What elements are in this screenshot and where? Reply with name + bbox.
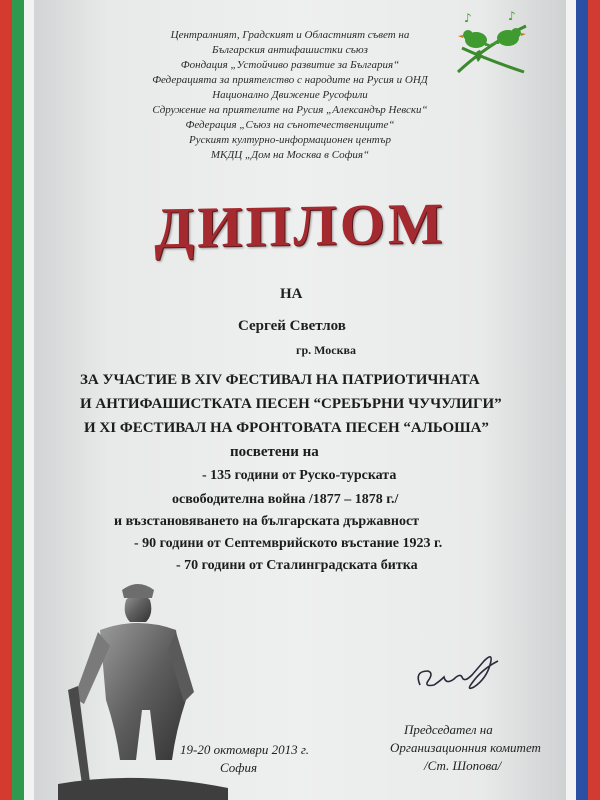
- organizer-line: МКДЦ „Дом на Москва в София“: [210, 149, 370, 161]
- body-line: - 90 години от Септемврийското въстание 1923 г.: [134, 536, 443, 551]
- organizers-list: [120, 28, 460, 163]
- recipient-name: Сергей Светлов: [238, 318, 346, 334]
- chair-title-line1: Председател на: [404, 722, 493, 737]
- organizer-line: Сдружение на приятелите на Русия „Александър Невски“: [152, 104, 428, 116]
- organizer-line: Федерацията за приятелство с народите на Русия и ОНД: [152, 74, 428, 86]
- organizer-line: Национално Движение Русофили: [212, 89, 368, 101]
- organizer-line: Руският културно-информационен център: [189, 134, 391, 146]
- body-line: ЗА УЧАСТИЕ В XIV ФЕСТИВАЛ НА ПАТРИОТИЧНАТА: [80, 372, 480, 388]
- flag-stripe-right-blue: [576, 0, 588, 800]
- flag-stripe-left-white: [24, 0, 34, 800]
- body-line: и възстановяването на българската държавност: [114, 514, 420, 529]
- event-place: София: [220, 760, 258, 775]
- body-line: И XI ФЕСТИВАЛ НА ФРОНТОВАТА ПЕСЕН “АЛЬОША”: [84, 420, 489, 436]
- organizer-line: Фондация „Устойчиво развитие за България“: [180, 59, 400, 71]
- organizer-line: Българския антифашистки съюз: [212, 44, 368, 56]
- signature-image: [410, 645, 520, 705]
- recipient-city: гр. Москва: [296, 343, 357, 357]
- body-line: - 70 години от Сталинградската битка: [176, 558, 418, 573]
- body-line: освободителна война /1877 – 1878 г./: [172, 492, 399, 507]
- organizer-line: Централният, Градският и Областният съвет на: [170, 29, 410, 41]
- svg-text:♪: ♪: [464, 11, 472, 25]
- svg-text:♪: ♪: [508, 9, 516, 23]
- flag-stripe-left-red: [0, 0, 12, 800]
- diploma-title: ДИПЛОМ: [154, 190, 446, 261]
- body-line: - 135 години от Руско-турската: [202, 468, 397, 483]
- soldier-monument-image: [38, 560, 238, 800]
- chair-name: /Ст. Шопова/: [424, 758, 502, 773]
- flag-stripe-left-green: [12, 0, 24, 800]
- birds-emblem-icon: [448, 8, 534, 84]
- recipient-prefix: НА: [280, 286, 303, 302]
- organizer-line: Федерация „Съюз на сънотечествениците“: [185, 119, 395, 131]
- chair-title-line2: Организационния комитет: [390, 740, 541, 755]
- body-line: посветени на: [230, 444, 319, 460]
- event-date: 19-20 октомври 2013 г.: [180, 742, 309, 757]
- body-line: И АНТИФАШИСТКАТА ПЕСЕН “СРЕБЪРНИ ЧУЧУЛИГИ”: [80, 396, 502, 412]
- flag-stripe-right-white: [566, 0, 576, 800]
- flag-stripe-right-red: [588, 0, 600, 800]
